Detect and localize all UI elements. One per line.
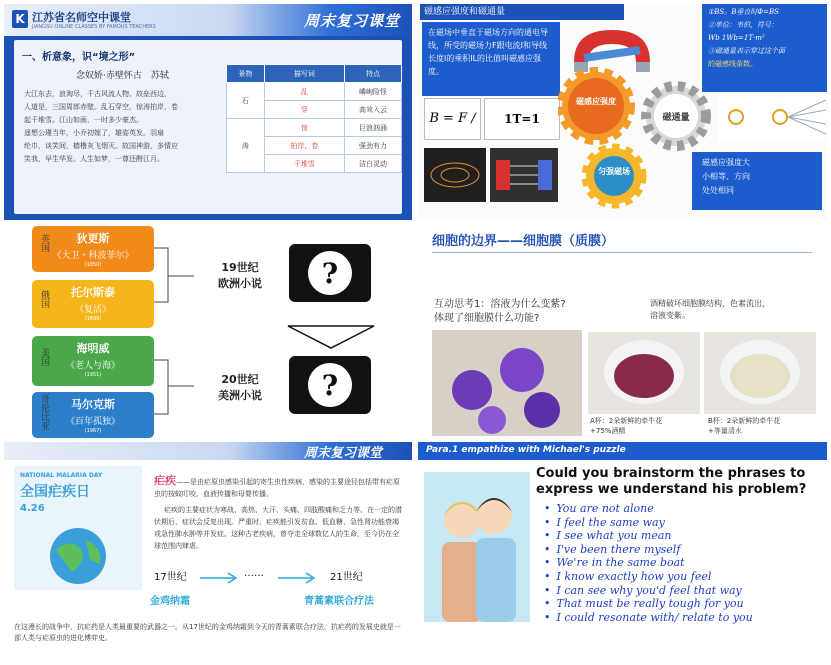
gear-label: 匀强磁场 xyxy=(598,167,630,176)
english-slide xyxy=(418,442,827,661)
magnet-photo xyxy=(490,148,558,202)
caption-line: +75%酒精 xyxy=(590,427,626,435)
country-label: 俄国 xyxy=(39,290,49,308)
list-item: • We're in the same boat xyxy=(544,556,753,570)
biology-slide xyxy=(418,224,827,438)
physics-slide xyxy=(418,4,827,220)
desc-text: ——是由疟原虫感染引起的寄生虫性疾病，感染的主要途径包括带有疟原虫的按蚊叮咬、血液传播和母婴传播。 xyxy=(154,478,400,498)
answer-line: 溶液变紫。 xyxy=(650,311,690,320)
keyword: 疟疾 xyxy=(154,474,176,487)
book-year: (1967) xyxy=(84,428,102,434)
svg-text:?: ? xyxy=(321,257,339,290)
question-mark-icon xyxy=(289,356,371,414)
table-cell: 嶙峋险怪 xyxy=(345,83,402,101)
poem-line: 起千堆雪。江山如画，一时多少豪杰。 xyxy=(24,116,143,124)
novelists-slide xyxy=(4,224,412,438)
list-item: • I've been there myself xyxy=(544,543,753,557)
book-year: (1899) xyxy=(84,316,102,322)
book-title: 《复活》 xyxy=(74,305,111,315)
formula-tesla: 1T=1 xyxy=(484,98,560,140)
flowers-photo xyxy=(432,330,582,436)
imagery-table xyxy=(226,64,402,173)
gear-icon xyxy=(562,72,630,140)
book-year: (1850) xyxy=(84,262,102,268)
box-line: 处处相同 xyxy=(702,186,734,195)
right-arrow-icon xyxy=(200,572,240,584)
question-mark-icon xyxy=(289,244,371,302)
list-item: • I can see why you'd feel that way xyxy=(544,584,753,598)
table-cell: 洁白灵动 xyxy=(345,155,402,173)
answer-text xyxy=(650,298,770,322)
century-label xyxy=(200,260,280,292)
think-question xyxy=(434,298,566,326)
title-underline xyxy=(432,252,812,253)
list-item: • I see what you mean xyxy=(544,529,753,543)
century-text: 美洲小说 xyxy=(218,389,262,402)
malaria-slide xyxy=(4,442,412,661)
flux-line: ③磁通量表示穿过这个面 xyxy=(708,47,785,55)
box-line: 小相等、方向 xyxy=(702,172,750,181)
box-line: 磁感应强度大 xyxy=(702,158,750,167)
school-name: 江苏省名师空中课堂 xyxy=(32,11,131,24)
review-title: 周末复习课堂 xyxy=(304,12,401,30)
table-header: 特点 xyxy=(345,65,402,83)
poster-date: 4.26 xyxy=(20,503,45,514)
book-title: 《百年孤独》 xyxy=(65,417,120,427)
poem-line: 遥想公瑾当年，小乔初嫁了，雄姿英发。羽扇 xyxy=(24,129,164,137)
list-item: • You are not alone xyxy=(544,502,753,516)
poem-title: 念奴娇·赤壁怀古 苏轼 xyxy=(76,71,169,81)
table-row xyxy=(227,119,402,137)
question-line: 互动思考1：溶液为什么变紫? xyxy=(434,299,566,310)
table-cell: 涛 xyxy=(227,119,265,173)
table-cell: 惊 xyxy=(264,119,344,137)
table-header: 景物 xyxy=(227,65,265,83)
century-label xyxy=(200,372,280,404)
globe-icon xyxy=(42,520,114,586)
table-cell: 高耸入云 xyxy=(345,101,402,119)
svg-text:?: ? xyxy=(321,369,339,402)
author-name: 海明威 xyxy=(76,342,110,355)
right-arrow-icon xyxy=(278,572,318,584)
century-text: 19世纪 xyxy=(221,261,259,274)
cup-a-photo xyxy=(588,332,700,414)
author-name: 狄更斯 xyxy=(76,232,110,245)
book-year: (1951) xyxy=(84,372,102,378)
table-cell: 拍岸，卷 xyxy=(264,137,344,155)
list-item: • That must be really tough for you xyxy=(544,597,753,611)
history-note: 在这漫长的战争中，抗疟药是人类最重要的武器之一。从17世纪的金鸡纳霜到今天的青蒿素联合疗法，抗疟药的发展史就是一部人类与疟原虫的进化博弈史。 xyxy=(14,623,401,642)
table-cell: 千堆雪 xyxy=(264,155,344,173)
poem-line: 纶巾，谈笑间，樯橹灰飞烟灭。故国神游，多情应 xyxy=(24,142,178,150)
boys-illustration xyxy=(424,472,530,622)
table-cell: 强劲有力 xyxy=(345,137,402,155)
poster-en: NATIONAL MALARIA DAY xyxy=(20,472,103,479)
poem-line: 人道是，三国周郎赤壁。乱石穿空，惊涛拍岸，卷 xyxy=(24,103,178,111)
flux-line: ②单位：韦伯，符号： xyxy=(708,21,778,29)
country-label: 美国 xyxy=(39,348,49,366)
cup-b-caption xyxy=(708,416,780,436)
flux-line: 的磁感线条数。 xyxy=(708,60,757,68)
author-name: 托尔斯泰 xyxy=(71,286,115,299)
century-text: 欧洲小说 xyxy=(218,277,262,290)
review-title: 周末复习课堂 xyxy=(304,446,383,461)
flux-line: ①BS。B垂直时Φ=BS xyxy=(708,8,779,16)
flux-notes xyxy=(702,4,827,92)
answer-line: 酒精破坏细胞膜结构，色素流出， xyxy=(650,299,770,308)
century-17: 17世纪 xyxy=(154,572,187,583)
gear-label: 磁感应强度 xyxy=(576,97,616,106)
caption-line: B杯：2朵新鲜的牵牛花 xyxy=(708,417,781,425)
slide-title: 细胞的边界——细胞膜（质膜） xyxy=(432,234,615,249)
poem-slide xyxy=(4,4,412,220)
drug-label: 金鸡纳霜 xyxy=(150,596,190,607)
poster-cn: 全国疟疾日 xyxy=(20,484,90,500)
cup-a-caption xyxy=(590,416,662,436)
gear-label: 磁通量 xyxy=(662,113,690,123)
field-photo xyxy=(424,148,486,202)
list-item: • I know exactly how you feel xyxy=(544,570,753,584)
field-lines-diagram xyxy=(718,92,826,142)
malaria-poster xyxy=(14,466,142,590)
header-text: Para.1 empathize with Michael's puzzle xyxy=(426,445,626,455)
table-cell: 石 xyxy=(227,83,265,119)
table-row xyxy=(227,83,402,101)
poem-line: 大江东去，浪淘尽，千古风流人物。故垒西边， xyxy=(24,90,171,98)
list-item: • I could resonate with/ relate to you xyxy=(544,611,753,625)
poem-text xyxy=(24,88,216,166)
table-cell: 穿 xyxy=(264,101,344,119)
slide-body xyxy=(14,40,402,214)
author-name: 马尔克斯 xyxy=(71,398,115,411)
country-label: 英国 xyxy=(39,234,49,252)
definition-box: 在磁场中垂直于磁场方向的通电导线，所受的磁场力F跟电流I和导线长度l的乘积IL的比值叫磁感应强度。 xyxy=(422,22,560,96)
country-label: 哥伦比亚 xyxy=(39,394,49,430)
poem-line: 笑我，早生华发。人生如梦，一尊还酹江月。 xyxy=(24,155,164,163)
century-text: 20世纪 xyxy=(221,373,259,386)
slide-tab: 磁感应强度和磁通量 xyxy=(420,4,624,20)
gear-icon xyxy=(586,148,642,204)
malaria-description xyxy=(154,472,404,552)
bracket-lines xyxy=(154,224,214,438)
question-line: 体现了细胞膜什么功能? xyxy=(434,313,540,324)
book-title: 《老人与海》 xyxy=(65,361,120,371)
drug-label: 青蒿素联合疗法 xyxy=(304,596,374,607)
phrase-list xyxy=(544,502,753,624)
table-cell: 乱 xyxy=(264,83,344,101)
uniform-field-box xyxy=(692,152,822,210)
table-cell: 巨浪汹涌 xyxy=(345,119,402,137)
caption-line: +等量清水 xyxy=(708,427,742,435)
century-21: 21世纪 xyxy=(330,572,363,583)
book-title: 《大卫・科波菲尔》 xyxy=(52,251,134,261)
school-name-en: JIANGSU ONLINE CLASSES BY FAMOUS TEACHERS xyxy=(32,24,156,30)
section-heading: 一、析意象，识“境之形” xyxy=(22,52,136,63)
school-logo: K xyxy=(12,10,28,28)
formula-b: B = F / xyxy=(424,98,481,140)
para-header xyxy=(418,442,827,460)
cup-b-photo xyxy=(704,332,816,414)
list-item: • I feel the same way xyxy=(544,516,753,530)
brainstorm-question: Could you brainstorm the phrases to express we understand his problem? xyxy=(536,466,807,497)
table-header: 描写词 xyxy=(264,65,344,83)
down-arrow-icon xyxy=(286,324,376,350)
desc-text: 疟疾的主要症状为寒战、高热、大汗、头痛、四肢酸痛和乏力等。在一定的潜伏期后，症状会反复出现。严重时，疟疾能引发贫血、低血糖、急性肾功能衰竭或急性肺水肿等并发症。这种古老疾病，曾夺走全球数亿人的生命，至今仍在全球范围内肆虐。 xyxy=(154,506,402,550)
caption-line: A杯：2朵新鲜的牵牛花 xyxy=(590,417,663,425)
ellipsis: …… xyxy=(244,568,264,579)
flux-line: Wb 1Wb=1T·m² xyxy=(708,34,765,42)
